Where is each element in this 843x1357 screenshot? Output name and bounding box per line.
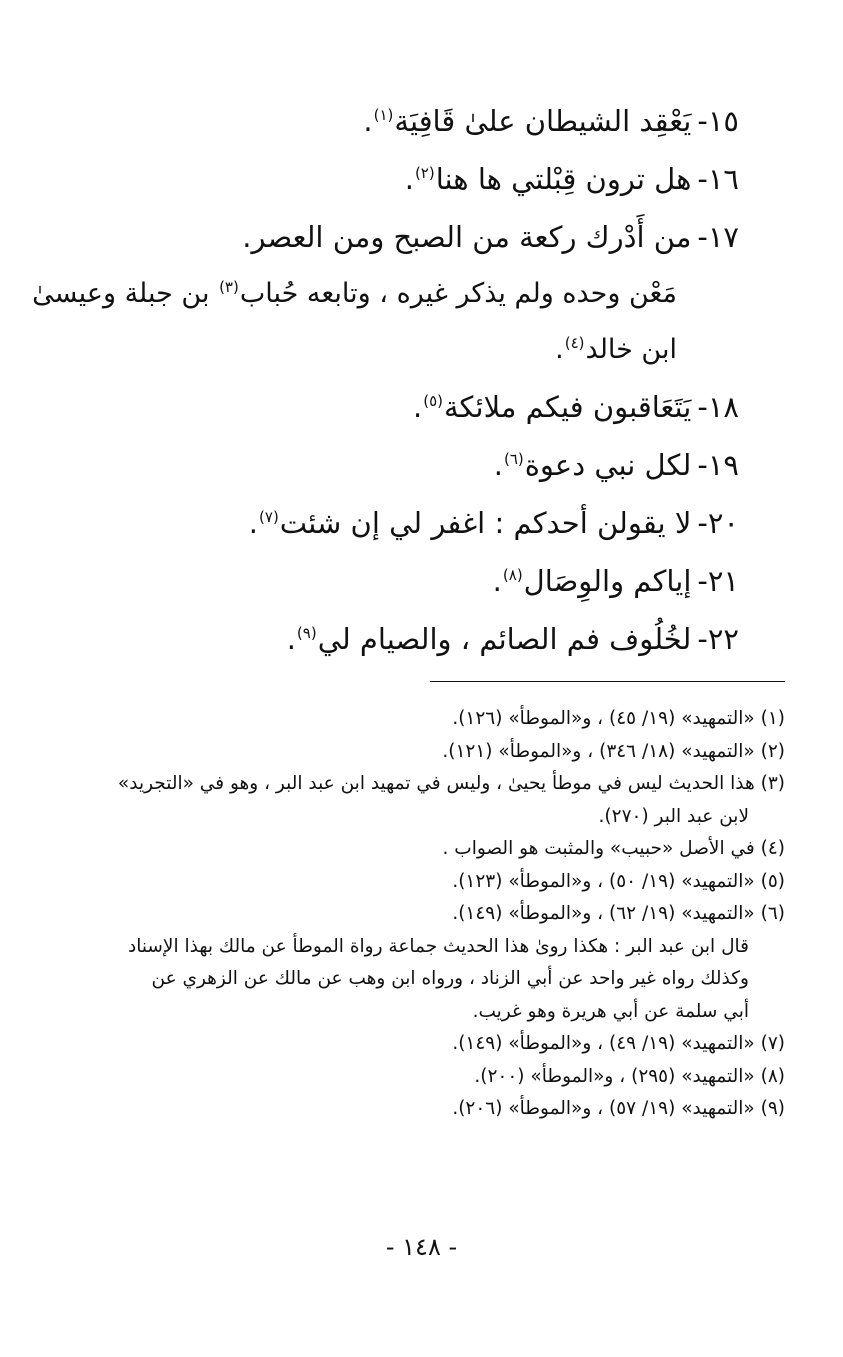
hadith-entry	[39, 494, 739, 552]
hadith-list	[32, 92, 739, 668]
entry-text: هل ترون قِبْلتي ها هنا	[435, 162, 692, 196]
entry-number: ١٦-	[697, 162, 739, 196]
entry-end: .	[286, 622, 296, 656]
footnote-4: (٤) في الأصل «حبيب» والمثبت هو الصواب .	[442, 838, 785, 859]
footnotes	[40, 703, 785, 1126]
footnote-ref: (٥)	[423, 392, 443, 411]
footnote-7: (٧) «التمهيد» (١٩/ ٤٩) ، و«الموطأ» (١٤٩).	[452, 1033, 785, 1054]
entry-number: ١٩-	[697, 448, 739, 482]
entry-text: يَعْقِد الشيطان علىٰ قَافِيَة	[394, 104, 692, 138]
entry-number: ٢٢-	[697, 622, 739, 656]
footnote-separator	[430, 681, 785, 682]
footnote-6-commentary-2: وكذلك رواه غير واحد عن أبي الزناد ، ورواه ابن وهب عن مالك عن الزهري عن	[151, 968, 749, 989]
entry-number: ٢٠-	[697, 506, 739, 540]
footnote-ref: (٩)	[296, 624, 317, 643]
page-number: - ١٤٨ -	[385, 1233, 458, 1261]
footnote-ref: (٧)	[259, 508, 279, 527]
entry-number: ٢١-	[697, 564, 739, 598]
entry-end: .	[493, 448, 503, 482]
entry-text: يَتَعَاقبون فيكم ملائكة	[443, 390, 692, 424]
entry-text: من أَدْرك ركعة من الصبح ومن العصر.	[242, 220, 692, 254]
entry-text: لا يقولن أحدكم : اغفر لي إن شئت	[279, 506, 692, 540]
entry-end: .	[492, 564, 502, 598]
hadith-entry	[39, 436, 739, 494]
commentary-line1-a: مَعْن وحده ولم يذكر غيره ، وتابعه حُباب	[239, 278, 677, 309]
entry-number: ١٨-	[697, 390, 739, 424]
entry-end: .	[404, 162, 414, 196]
hadith-entry	[39, 150, 739, 208]
hadith-entry	[39, 610, 739, 668]
hadith-entry	[39, 208, 739, 266]
footnote-3-continued: لابن عبد البر (٢٧٠).	[598, 805, 749, 827]
footnote-ref: (١)	[373, 106, 394, 125]
entry-end: .	[363, 104, 373, 138]
footnote-3: (٣) هذا الحديث ليس في موطأ يحيىٰ ، وليس في تمهيد ابن عبد البر ، وهو في «التجريد»	[117, 773, 785, 794]
footnote-ref: (٣)	[219, 278, 239, 296]
footnote-6-commentary-3: أبي سلمة عن أبي هريرة وهو غريب.	[472, 1000, 749, 1022]
footnote-2: (٢) «التمهيد» (١٨/ ٣٤٦) ، و«الموطأ» (١٢١).	[442, 740, 785, 762]
commentary-line1-b: بن جبلة وعيسىٰ	[32, 278, 210, 309]
footnote-ref: (٤)	[564, 334, 585, 352]
hadith-entry	[39, 92, 739, 150]
entry-number: ١٥-	[697, 104, 739, 138]
entry-number: ١٧-	[697, 220, 739, 254]
footnote-6: (٦) «التمهيد» (١٩/ ٦٢) ، و«الموطأ» (١٤٩).	[452, 903, 785, 924]
entry-end: .	[555, 334, 564, 365]
footnote-6-commentary-1: قال ابن عبد البر : هكذا روىٰ هذا الحديث جماعة رواة الموطأ عن مالك بهذا الإسناد	[127, 935, 749, 957]
entry-text: لخُلُوف فم الصائم ، والصيام لي	[317, 622, 692, 656]
hadith-entry	[39, 378, 739, 436]
entry-text: إياكم والوِصَال	[523, 564, 692, 598]
hadith-entry	[39, 552, 739, 610]
footnote-8: (٨) «التمهيد» (٢٩٥) ، و«الموطأ» (٢٠٠).	[474, 1065, 785, 1087]
entry-end: .	[248, 506, 259, 540]
entry-commentary	[32, 266, 677, 378]
footnote-1: (١) «التمهيد» (١٩/ ٤٥) ، و«الموطأ» (١٢٦).	[452, 708, 785, 729]
footnote-ref: (٦)	[503, 450, 524, 469]
footnote-5: (٥) «التمهيد» (١٩/ ٥٠) ، و«الموطأ» (١٢٣).	[452, 870, 785, 892]
entry-text: لكل نبي دعوة	[524, 448, 692, 482]
footnote-9: (٩) «التمهيد» (١٩/ ٥٧) ، و«الموطأ» (٢٠٦).	[452, 1098, 785, 1119]
commentary-line2	[39, 322, 677, 378]
entry-end: .	[412, 390, 423, 424]
footnote-ref: (٢)	[414, 164, 435, 183]
footnote-ref: (٨)	[502, 566, 523, 585]
commentary-line2-text: ابن خالد	[585, 334, 677, 365]
